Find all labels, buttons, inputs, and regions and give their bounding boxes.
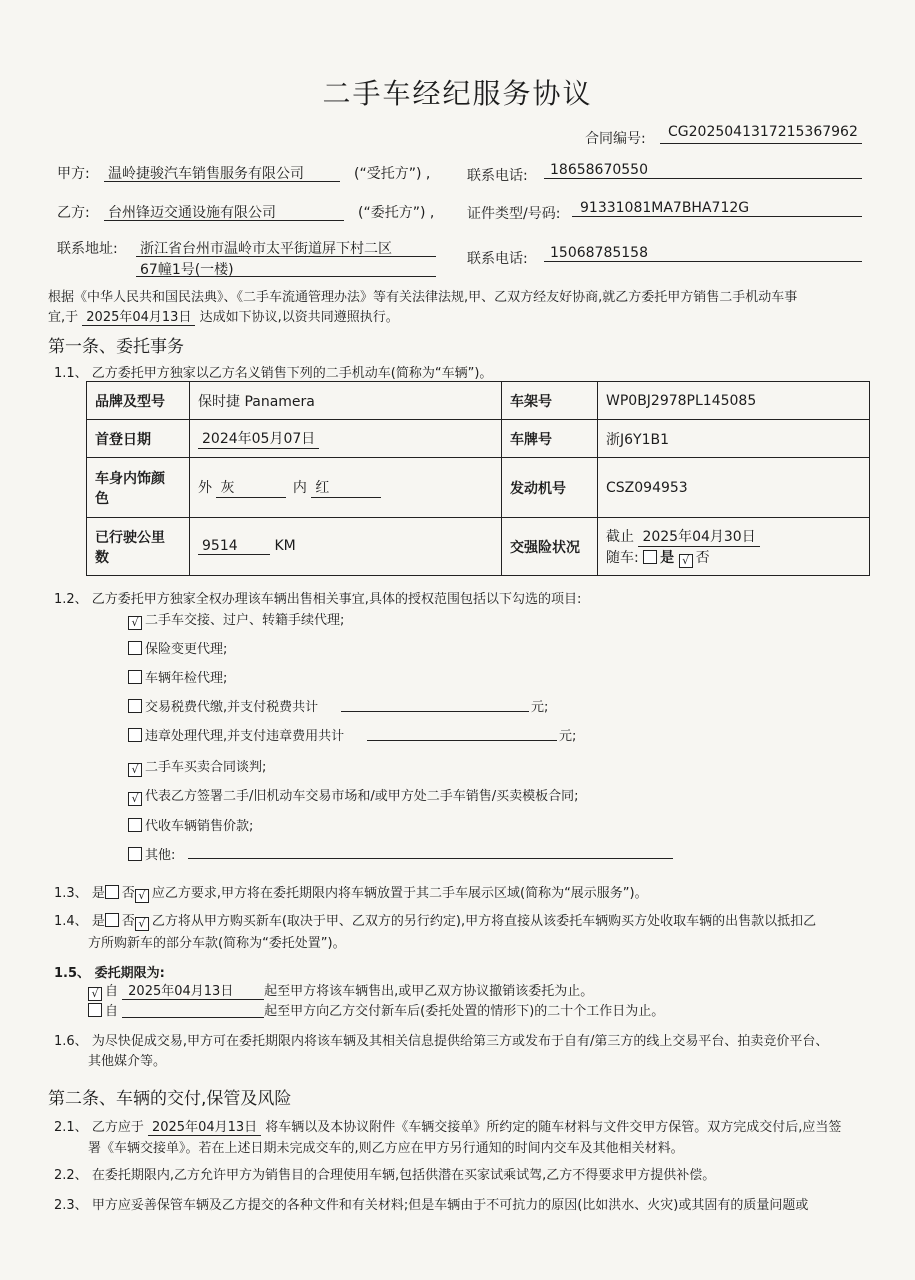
insurance-date: 2025年04月30日 — [638, 526, 759, 547]
term-option-1-text: 起至甲方将该车辆售出,或甲乙双方协议撤销该委托为止。 — [264, 984, 594, 999]
party-a-role: (“受托方”) , — [354, 166, 431, 182]
party-b-id-underline — [572, 216, 862, 217]
vin-label: 车架号 — [502, 382, 598, 420]
option-1-checkbox[interactable]: √ — [128, 616, 142, 630]
clause-1-3-yes-label: 是 — [91, 886, 105, 901]
term-option-2 — [88, 1000, 664, 1019]
option-7 — [128, 785, 579, 806]
insurance-yes-label: 是 — [660, 549, 675, 566]
insurance-follow-label: 随车: — [606, 549, 639, 566]
party-b-label: 乙方: — [57, 205, 90, 221]
party-b-id-label: 证件类型/号码: — [467, 206, 561, 222]
engine-label: 发动机号 — [502, 458, 598, 518]
party-b-name: 台州锋迈交通设施有限公司 — [108, 205, 276, 221]
clause-1-4-text: 乙方将从甲方购买新车(取决于甲、乙双方的另行约定),甲方将直接从该委托车辆购买方处收取车辆的出售款以抵扣乙 — [151, 914, 817, 929]
section-1-title: 第一条、委托事务 — [48, 337, 184, 357]
party-a-label: 甲方: — [57, 166, 90, 182]
clause-1-3-num: 1.3、 — [54, 886, 88, 901]
option-5-blank[interactable] — [367, 740, 557, 741]
clause-2-1-line2: 署《车辆交接单》。若在上述日期未完成交车的,则乙方应在甲方另行通知的时间内交车及其他相关材料。 — [88, 1141, 684, 1156]
insurance-line2 — [606, 547, 861, 568]
party-a-phone-underline — [544, 178, 862, 179]
clause-2-2-num: 2.2、 — [54, 1168, 88, 1183]
clause-2-3-num: 2.3、 — [54, 1198, 88, 1213]
mileage-label-line2: 数 — [95, 549, 109, 566]
option-1 — [128, 609, 344, 630]
plate-label: 车牌号 — [502, 420, 598, 458]
section-2-title: 第二条、车辆的交付,保管及风险 — [48, 1089, 292, 1109]
interior-prefix: 内 — [292, 480, 307, 496]
color-label-line2: 色 — [95, 490, 109, 507]
insurance-no-checkbox[interactable]: √ — [679, 554, 693, 568]
term-option-1 — [88, 980, 593, 1001]
brand-label: 品牌及型号 — [87, 382, 190, 420]
preamble-pre: 宜,于 — [48, 310, 79, 325]
party-b-addr-line1: 浙江省台州市温岭市太平街道屏下村二区 — [140, 241, 392, 257]
clause-1-3-no-label: 否 — [121, 886, 135, 901]
option-5-suffix: 元; — [559, 729, 577, 744]
insurance-yes-checkbox[interactable] — [643, 550, 657, 564]
engine-value: CSZ094953 — [598, 458, 870, 518]
term-option-2-date-blank[interactable] — [122, 1003, 264, 1018]
clause-2-3-text: 甲方应妥善保管车辆及乙方提交的各种文件和有关材料;但是车辆由于不可抗力的原因(比如洪水、火灾)或其固有的质量问题或 — [91, 1198, 809, 1213]
clause-1-3-text: 应乙方要求,甲方将在委托期限内将车辆放置于其二手车展示区域(简称为“展示服务”)。 — [151, 886, 648, 901]
color-cell — [190, 458, 502, 518]
term-option-1-checkbox[interactable]: √ — [88, 987, 102, 1001]
contract-no-label: 合同编号: — [585, 131, 646, 147]
clause-1-3-yes-checkbox[interactable] — [105, 885, 119, 899]
clause-1-5-title: 委托期限为: — [94, 966, 165, 981]
vehicle-table — [86, 381, 870, 576]
option-3 — [128, 667, 227, 686]
option-2 — [128, 638, 227, 657]
party-b-role: (“委托方”) , — [358, 205, 435, 221]
option-3-checkbox[interactable] — [128, 670, 142, 684]
option-4-suffix: 元; — [531, 700, 549, 715]
option-8-checkbox[interactable] — [128, 818, 142, 832]
mileage-cell — [190, 518, 502, 576]
interior-color: 红 — [311, 477, 381, 498]
option-2-checkbox[interactable] — [128, 641, 142, 655]
option-5 — [128, 725, 344, 744]
reg-date-label: 首登日期 — [87, 420, 190, 458]
clause-1-4 — [54, 910, 816, 931]
party-b-underline — [104, 220, 344, 221]
option-9-blank[interactable] — [188, 858, 673, 859]
party-b-addr-underline-2 — [136, 276, 436, 277]
clause-1-4-num: 1.4、 — [54, 914, 88, 929]
clause-2-1-num: 2.1、 — [54, 1120, 88, 1135]
clause-1-4-no-label: 否 — [121, 914, 135, 929]
term-option-1-from: 自 — [105, 984, 119, 999]
clause-1-6-num: 1.6、 — [54, 1034, 88, 1049]
clause-1-4-yes-checkbox[interactable] — [105, 913, 119, 927]
table-row — [87, 382, 870, 420]
table-row — [87, 518, 870, 576]
clause-1-6-line2: 其他媒介等。 — [88, 1054, 167, 1069]
option-4-blank[interactable] — [341, 711, 529, 712]
option-4-label: 交易税费代缴,并支付税费共计 — [145, 700, 319, 715]
clause-1-3-no-checkbox[interactable]: √ — [135, 889, 149, 903]
party-a-phone: 18658670550 — [550, 162, 648, 178]
party-b-phone-underline — [544, 261, 862, 262]
option-6 — [128, 756, 266, 777]
clause-1-2: 1.2、 乙方委托甲方独家全权办理该车辆出售相关事宜,具体的授权范围包括以下勾选的项目: — [54, 592, 582, 607]
party-b-phone-label: 联系电话: — [467, 251, 528, 267]
term-option-2-from: 自 — [105, 1004, 119, 1019]
preamble-line2 — [48, 306, 399, 326]
clause-1-3 — [54, 882, 648, 903]
clause-1-5-num: 1.5、 — [54, 966, 91, 981]
clause-1-1: 1.1、 乙方委托甲方独家以乙方名义销售下列的二手机动车(简称为“车辆”)。 — [54, 366, 493, 381]
preamble-post: 达成如下协议,以资共同遵照执行。 — [199, 310, 399, 325]
party-a-name: 温岭捷骏汽车销售服务有限公司 — [108, 166, 304, 182]
clause-2-1-post: 将车辆以及本协议附件《车辆交接单》所约定的随车材料与文件交甲方保管。双方完成交付后,应当签 — [265, 1120, 842, 1135]
contract-no-underline — [660, 143, 862, 144]
party-a-phone-label: 联系电话: — [467, 168, 528, 184]
clause-1-5-heading — [54, 962, 165, 981]
exterior-prefix: 外 — [198, 480, 212, 496]
option-8-label: 代收车辆销售价款; — [145, 819, 254, 834]
party-b-addr-underline-1 — [136, 256, 436, 257]
clause-1-4-no-checkbox[interactable]: √ — [135, 917, 149, 931]
insurance-no-label: 否 — [695, 549, 710, 566]
option-9 — [128, 844, 175, 863]
plate-value: 浙J6Y1B1 — [598, 420, 870, 458]
option-1-label: 二手车交接、过户、转籍手续代理; — [145, 613, 345, 628]
option-8 — [128, 815, 253, 834]
clause-1-4-yes-label: 是 — [91, 914, 105, 929]
party-b-addr-label: 联系地址: — [57, 241, 118, 257]
preamble-line1: 根据《中华人民共和国民法典》、《二手车流通管理办法》等有关法律法规,甲、乙双方经友好协商,就乙方委托甲方销售二手机动车事 — [48, 290, 798, 305]
mileage-unit: KM — [274, 538, 296, 554]
party-b-id: 91331081MA7BHA712G — [580, 200, 750, 216]
clause-2-2-text: 在委托期限内,乙方允许甲方为销售目的合理使用车辆,包括供潜在买家试乘试驾,乙方不得要求甲方提供补偿。 — [91, 1168, 716, 1183]
clause-1-6-line1: 为尽快促成交易,甲方可在委托期限内将该车辆及其相关信息提供给第三方或发布于自有/第三方的线上交易平台、拍卖竞价平台、 — [91, 1034, 829, 1049]
reg-date-cell — [190, 420, 502, 458]
clause-2-1-date: 2025年04月13日 — [148, 1116, 261, 1136]
table-row — [87, 458, 870, 518]
table-row — [87, 420, 870, 458]
insurance-label: 交强险状况 — [502, 518, 598, 576]
option-6-checkbox[interactable]: √ — [128, 763, 142, 777]
party-a-underline — [104, 181, 340, 182]
party-b-addr-line2: 67幢1号(一楼) — [140, 262, 234, 278]
option-5-checkbox[interactable] — [128, 728, 142, 742]
clause-2-1 — [54, 1116, 841, 1136]
preamble-date: 2025年04月13日 — [82, 306, 195, 326]
insurance-cell — [598, 518, 870, 576]
term-option-2-checkbox[interactable] — [88, 1003, 102, 1017]
reg-date-value: 2024年05月07日 — [198, 428, 319, 449]
option-4-checkbox[interactable] — [128, 699, 142, 713]
contract-no-value: CG2025041317215367962 — [668, 124, 858, 140]
option-9-checkbox[interactable] — [128, 847, 142, 861]
option-9-label: 其他: — [145, 848, 176, 863]
option-4 — [128, 696, 318, 715]
mileage-label — [87, 518, 190, 576]
clause-2-3 — [54, 1194, 808, 1213]
term-option-2-text: 起至甲方向乙方交付新车后(委托处置的情形下)的二十个工作日为止。 — [264, 1004, 665, 1019]
option-3-label: 车辆年检代理; — [145, 671, 228, 686]
clause-2-1-pre: 乙方应于 — [91, 1120, 144, 1135]
color-label — [87, 458, 190, 518]
mileage-label-line1: 已行驶公里 — [95, 529, 165, 546]
color-label-line1: 车身内饰颜 — [95, 470, 165, 487]
insurance-prefix: 截止 — [606, 528, 634, 545]
clause-2-2 — [54, 1164, 715, 1183]
document-title: 二手车经纪服务协议 — [322, 77, 593, 110]
clause-1-4-line2: 方所购新车的部分车款(简称为“委托处置”)。 — [88, 936, 346, 951]
brand-value: 保时捷 Panamera — [190, 382, 502, 420]
option-5-label: 违章处理代理,并支付违章费用共计 — [145, 729, 345, 744]
option-6-label: 二手车买卖合同谈判; — [145, 760, 267, 775]
insurance-line1 — [606, 526, 861, 547]
vin-value: WP0BJ2978PL145085 — [598, 382, 870, 420]
party-b-phone: 15068785158 — [550, 245, 648, 261]
option-7-label: 代表乙方签署二手/旧机动车交易市场和/或甲方处二手车销售/买卖模板合同; — [145, 789, 579, 804]
exterior-color: 灰 — [216, 477, 286, 498]
term-option-1-date: 2025年04月13日 — [122, 980, 264, 1000]
mileage-value: 9514 — [198, 538, 270, 555]
option-2-label: 保险变更代理; — [145, 642, 228, 657]
option-7-checkbox[interactable]: √ — [128, 792, 142, 806]
clause-1-6 — [54, 1030, 828, 1049]
